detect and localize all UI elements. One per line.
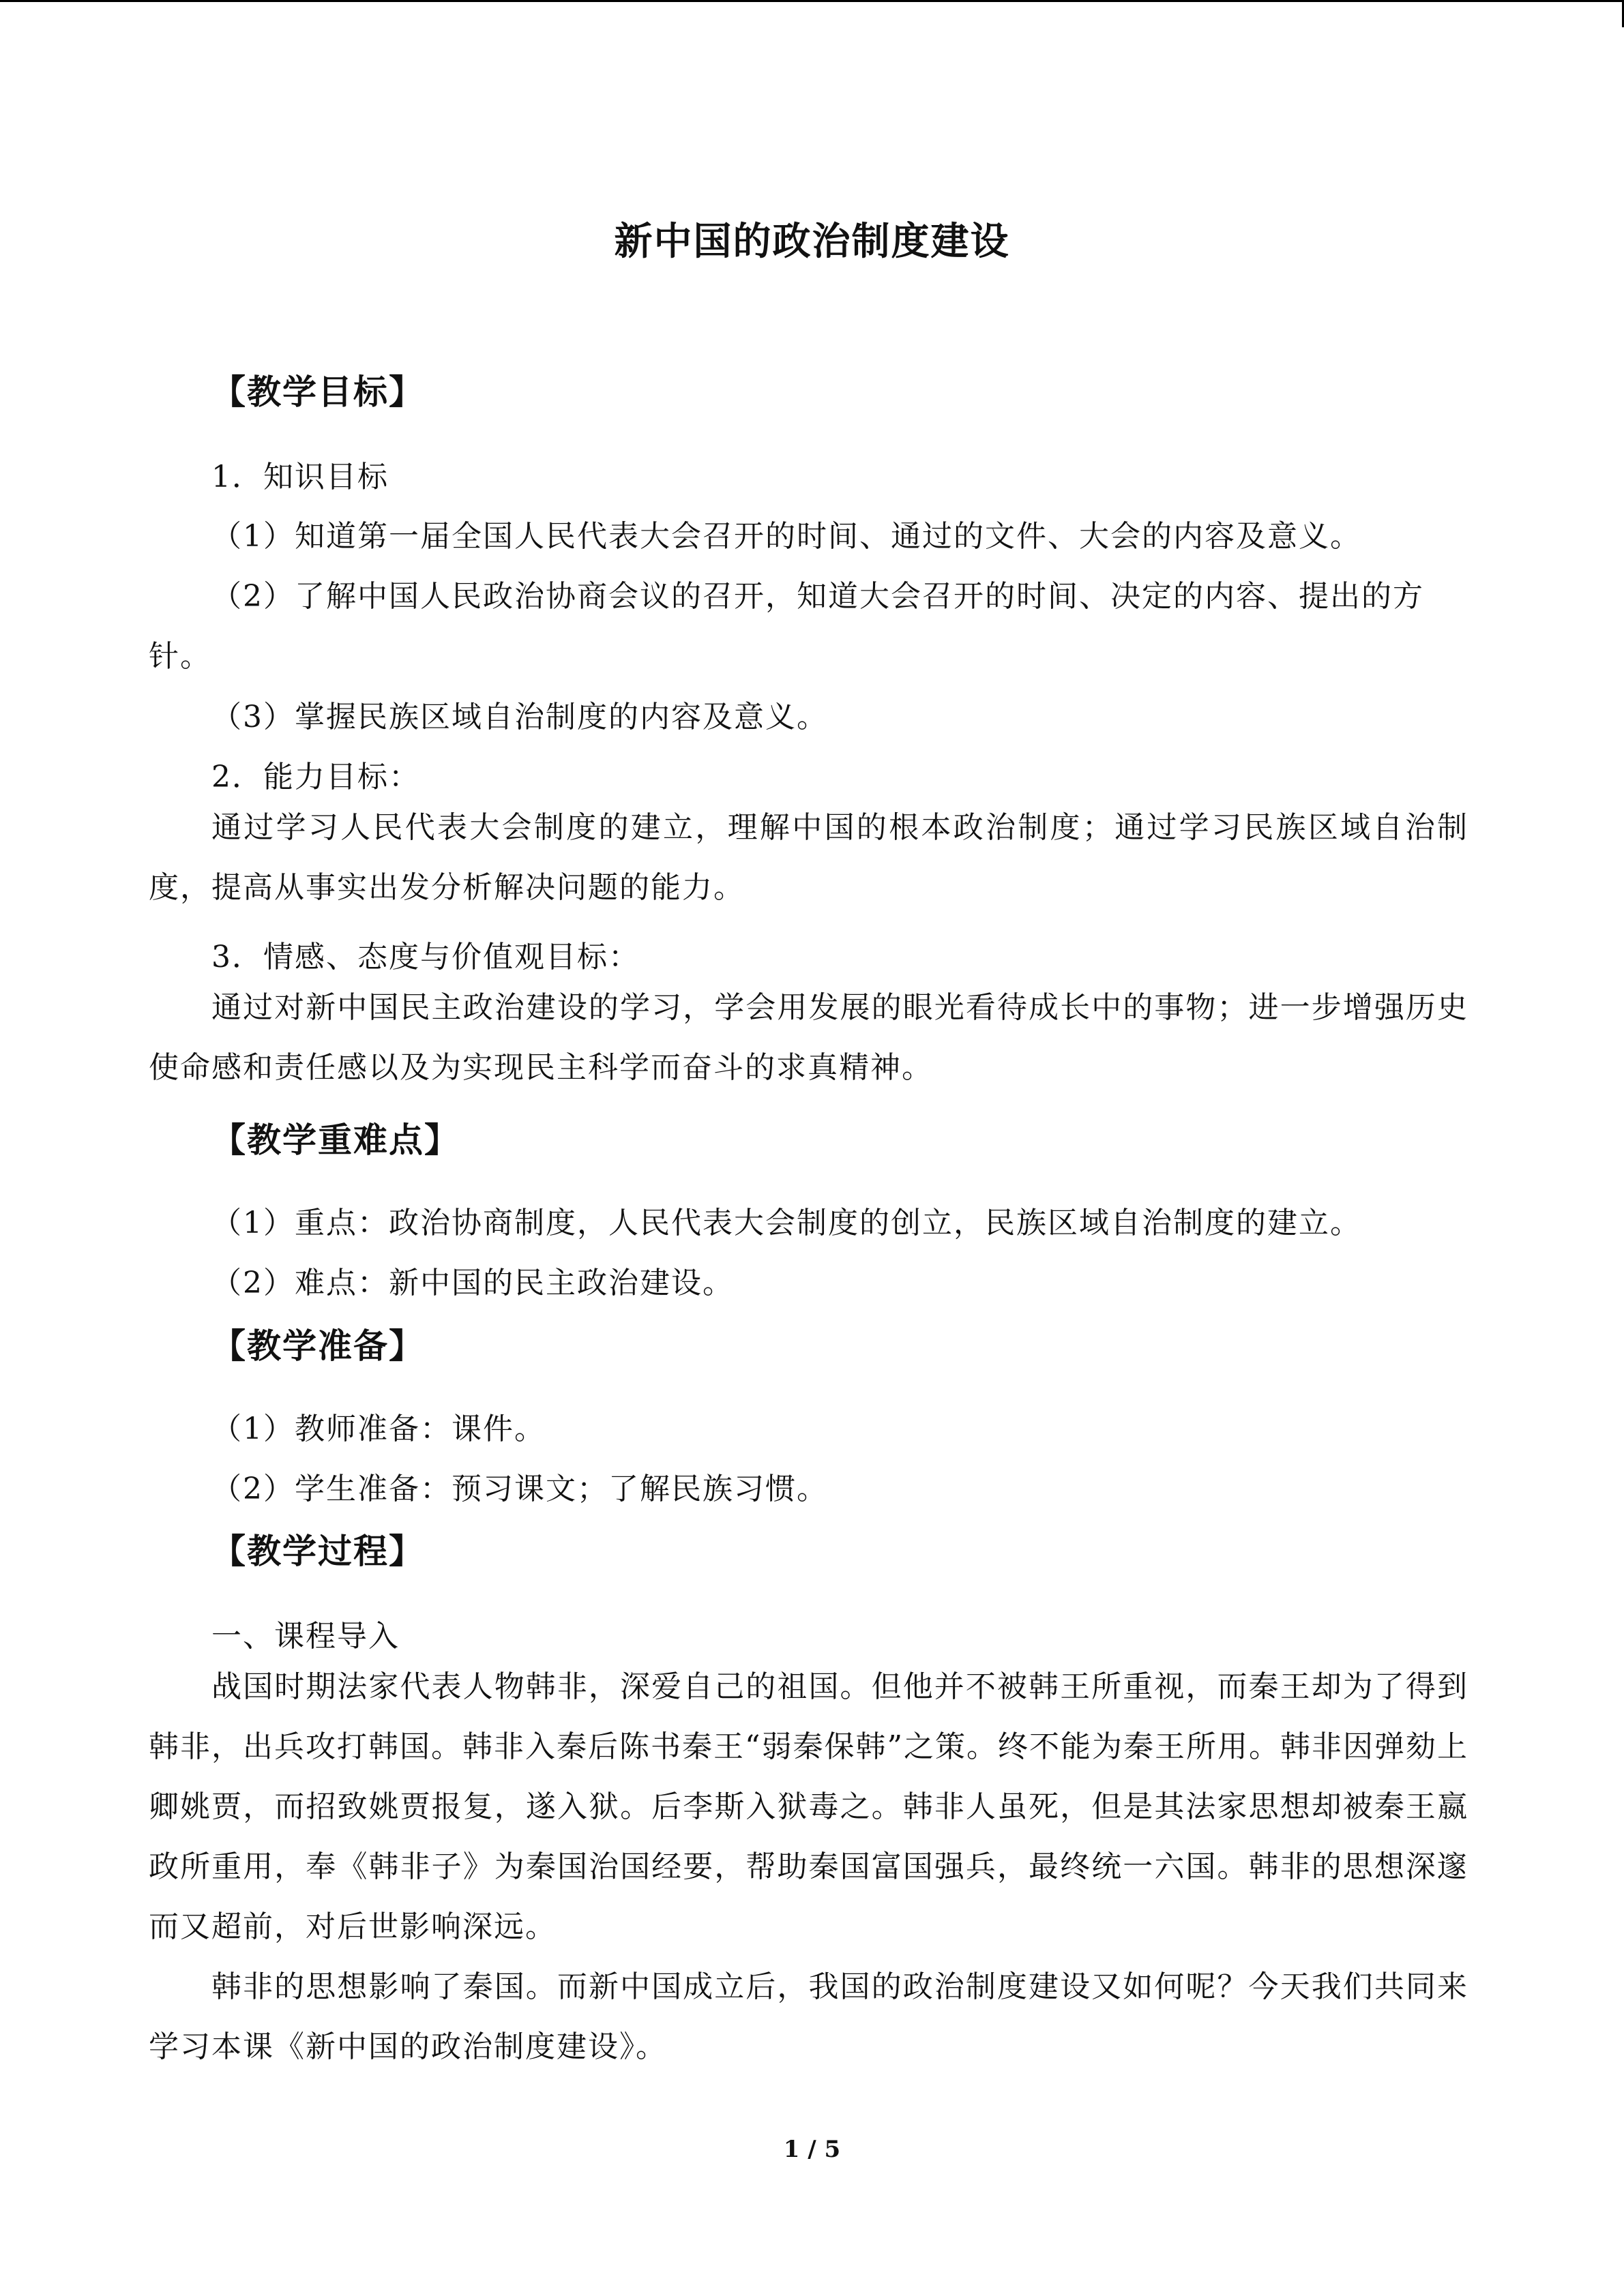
knowledge-objective-item-3: （3）掌握民族区域自治制度的内容及意义。 xyxy=(211,700,828,734)
process-intro-paragraph-2: 韩非的思想影响了秦国。而新中国成立后，我国的政治制度建设又如何呢？今天我们共同来学习本课《新中国的政治制度建设》。 xyxy=(149,1969,1468,2064)
process-intro-paragraph-1: 战国时期法家代表人物韩非，深爱自己的祖国。但他并不被韩王所重视，而秦王却为了得到韩非，出兵攻打韩国。韩非入秦后陈书秦王“弱秦保韩”之策。终不能为秦王所用。韩非因弹劾上卿姚贾，而招致姚贾报复，遂入狱。后李斯入狱毒之。韩非人虽死，但是其法家思想却被秦王嬴政所重用，奉《韩非子》为秦国治国经要，帮助秦国富国强兵，最终统一六国。韩非的思想深邃而又超前，对后世影响深远。 xyxy=(149,1669,1468,1944)
knowledge-objective-item-2b: 针。 xyxy=(149,639,211,674)
preparation-item-2: （2）学生准备：预习课文；了解民族习惯。 xyxy=(211,1472,828,1506)
knowledge-objective-item-1: （1）知道第一届全国人民代表大会召开的时间、通过的文件、大会的内容及意义。 xyxy=(211,519,1361,554)
emotion-objective-text: 通过对新中国民主政治建设的学习，学会用发展的眼光看待成长中的事物；进一步增强历史使命感和责任感以及为实现民主科学而奋斗的求真精神。 xyxy=(149,990,1468,1085)
knowledge-objective-title: 1．知识目标 xyxy=(211,460,389,494)
section-heading-preparation: 【教学准备】 xyxy=(211,1326,424,1366)
ability-objective-title: 2．能力目标： xyxy=(211,760,420,794)
section-heading-key-points: 【教学重难点】 xyxy=(211,1120,460,1160)
section-heading-process: 【教学过程】 xyxy=(211,1531,424,1571)
key-point-item-1: （1）重点：政治协商制度，人民代表大会制度的创立，民族区域自治制度的建立。 xyxy=(211,1206,1361,1240)
ability-objective-text: 通过学习人民代表大会制度的建立，理解中国的根本政治制度；通过学习民族区域自治制度，提高从事实出发分析解决问题的能力。 xyxy=(149,810,1468,905)
document-title: 新中国的政治制度建设 xyxy=(614,219,1010,264)
key-point-item-2: （2）难点：新中国的民主政治建设。 xyxy=(211,1266,734,1300)
section-heading-objectives: 【教学目标】 xyxy=(211,372,424,412)
page-number: 1 / 5 xyxy=(783,2136,841,2163)
knowledge-objective-item-2a: （2）了解中国人民政治协商会议的召开，知道大会召开的时间、决定的内容、提出的方 xyxy=(211,579,1424,614)
process-step-title: 一、课程导入 xyxy=(211,1619,400,1654)
emotion-objective-title: 3．情感、态度与价值观目标： xyxy=(211,940,640,974)
preparation-item-1: （1）教师准备：课件。 xyxy=(211,1412,546,1446)
